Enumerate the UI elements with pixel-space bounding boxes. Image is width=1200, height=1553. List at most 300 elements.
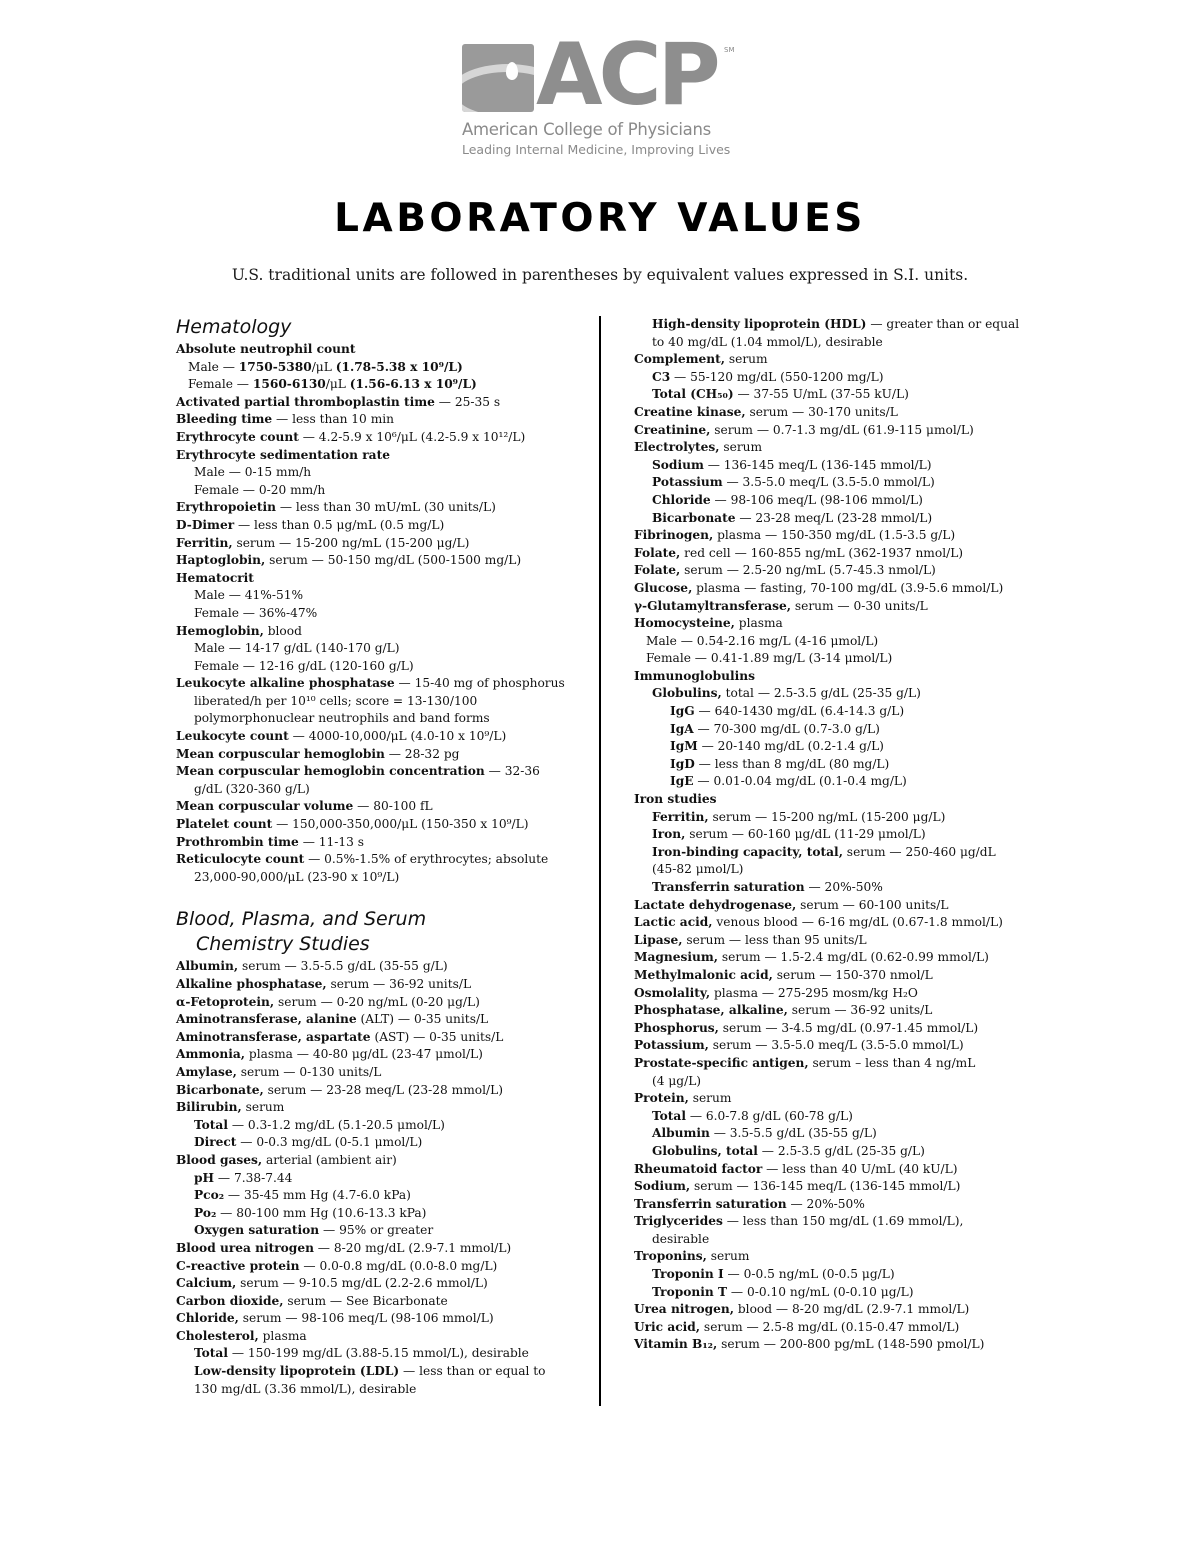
lab-test-name: Ferritin,: [176, 535, 233, 550]
lab-test-value: — less than 40 U/mL (40 kU/L): [762, 1161, 958, 1176]
lab-test-name: Immunoglobulins: [634, 668, 755, 683]
lab-test-value: — 55-120 mg/dL (550-1200 mg/L): [670, 369, 884, 384]
lab-value-line: [634, 351, 1054, 369]
logo-letters: ACP: [536, 25, 717, 125]
lab-test-value: serum — 0-130 units/L: [236, 1064, 382, 1079]
lab-test-name: C3: [652, 369, 671, 384]
lab-test-value: — less than 150 mg/dL (1.69 mmol/L),: [722, 1214, 964, 1229]
lab-test-value: — 95% or greater: [319, 1223, 434, 1238]
lab-test-value: plasma — fasting, 70-100 mg/dL (3.9-5.6 mmol/L): [692, 580, 1004, 595]
lab-value-line: [176, 1187, 591, 1205]
lab-test-value: Male — 41%-51%: [194, 588, 304, 603]
lab-test-name: Reticulocyte count: [176, 852, 305, 867]
lab-test-name: Potassium,: [634, 1038, 709, 1053]
lab-value-line: [634, 668, 1054, 686]
lab-test-value: polymorphonuclear neutrophils and band forms: [194, 711, 490, 726]
lab-value-line: [176, 1240, 591, 1258]
lab-value-line: [176, 1293, 591, 1311]
lab-test-value: serum – less than 4 ng/mL: [808, 1055, 976, 1070]
lab-test-name: Vitamin B₁₂,: [634, 1337, 718, 1352]
lab-test-name: Amylase,: [176, 1064, 237, 1079]
lab-test-name: Chloride,: [176, 1311, 239, 1326]
lab-test-name: D-Dimer: [176, 517, 235, 532]
lab-test-value: serum: [688, 1091, 732, 1106]
lab-value-line: [176, 1345, 591, 1363]
lab-value-line: [176, 834, 591, 852]
lab-value-line: [634, 422, 1054, 440]
lab-test-value: plasma — 150-350 mg/dL (1.5-3.5 g/L): [713, 528, 956, 543]
lab-value-line: [176, 1029, 591, 1047]
lab-value-line: [176, 798, 591, 816]
lab-test-name: Lactic acid,: [634, 915, 713, 930]
lab-value-line: [634, 545, 1054, 563]
lab-test-name: γ-Glutamyltransferase,: [634, 598, 791, 613]
lab-value-line: [634, 1266, 1054, 1284]
lab-value-line: [634, 562, 1054, 580]
lab-value-line: [634, 439, 1054, 457]
lab-value-line: [176, 1275, 591, 1293]
lab-test-value: plasma: [258, 1328, 307, 1343]
lab-test-name: C-reactive protein: [176, 1258, 300, 1273]
lab-test-value: serum — 15-200 ng/mL (15-200 μg/L): [232, 535, 470, 550]
lab-test-name: Globulins,: [652, 686, 722, 701]
lab-value-line: [634, 1125, 1054, 1143]
lab-test-name: Phosphatase, alkaline,: [634, 1003, 788, 1018]
lab-test-value: serum — 150-370 nmol/L: [772, 967, 933, 982]
lab-test-name: Rheumatoid factor: [634, 1161, 763, 1176]
lab-value-line: [176, 1328, 591, 1346]
lab-test-name: Urea nitrogen,: [634, 1302, 734, 1317]
lab-value-line: [634, 738, 1054, 756]
lab-value-line: [634, 527, 1054, 545]
lab-test-value: — 80-100 mm Hg (10.6-13.3 kPa): [216, 1205, 427, 1220]
lab-value-line: [634, 967, 1054, 985]
lab-value-line: [634, 1336, 1054, 1354]
lab-value-line: [634, 1073, 1054, 1091]
lab-test-name: IgG: [670, 704, 695, 719]
lab-test-value: serum: [241, 1100, 285, 1115]
lab-test-value: — 4.2-5.9 x 10⁶/μL (4.2-5.9 x 10¹²/L): [298, 429, 526, 444]
lab-test-name: Iron,: [652, 827, 686, 842]
lab-test-name: α-Fetoprotein,: [176, 994, 275, 1009]
service-mark: SM: [724, 46, 735, 54]
lab-test-name: Haptoglobin,: [176, 553, 266, 568]
lab-value-line: [634, 826, 1054, 844]
lab-test-value: (45-82 μmol/L): [652, 862, 744, 877]
lab-test-name: IgE: [670, 774, 694, 789]
lab-test-name: Blood gases,: [176, 1152, 263, 1167]
lab-value-line: [176, 359, 591, 377]
acp-emblem-icon: [462, 44, 534, 112]
lab-test-name: Calcium,: [176, 1276, 237, 1291]
lab-test-value: serum — 9-10.5 mg/dL (2.2-2.6 mmol/L): [236, 1276, 488, 1291]
lab-value-line: [176, 517, 591, 535]
lab-value-line: [176, 447, 591, 465]
lab-value-line: [176, 640, 591, 658]
lab-value-line: [176, 482, 591, 500]
lab-test-name: Platelet count: [176, 817, 273, 832]
lab-test-value: — greater than or equal: [866, 317, 1020, 331]
lab-test-name: Sodium: [652, 457, 704, 472]
lab-test-value: g/dL (320-360 g/L): [194, 781, 310, 796]
lab-value-line: [634, 703, 1054, 721]
lab-test-value: blood: [263, 623, 302, 638]
lab-test-value: serum: [725, 352, 768, 367]
lab-test-value: — 150-199 mg/dL (3.88-5.15 mmol/L), desirable: [227, 1346, 529, 1361]
lab-value-line: [176, 587, 591, 605]
lab-test-value: — 35-45 mm Hg (4.7-6.0 kPa): [224, 1188, 411, 1203]
lab-value-line: [634, 1002, 1054, 1020]
lab-value-line: [176, 1046, 591, 1064]
lab-test-value: Female — 12-16 g/dL (120-160 g/L): [194, 658, 414, 673]
lab-value-line: [634, 1161, 1054, 1179]
lab-test-value: serum — 98-106 meq/L (98-106 mmol/L): [238, 1311, 494, 1326]
lab-test-value: serum — 2.5-20 ng/mL (5.7-45.3 nmol/L): [680, 563, 936, 578]
lab-test-name: Pco₂: [194, 1188, 225, 1203]
lab-value-line: [634, 985, 1054, 1003]
lab-test-value: — 0.01-0.04 mg/dL (0.1-0.4 mg/L): [693, 774, 907, 789]
lab-value-line: [176, 851, 591, 869]
lab-test-value: serum — 0-30 units/L: [790, 598, 928, 613]
lab-value-line: [634, 1090, 1054, 1108]
lab-value-line: [634, 474, 1054, 492]
lab-test-name: Triglycerides: [634, 1214, 723, 1229]
lab-value-line: [634, 457, 1054, 475]
lab-value-line: [634, 1213, 1054, 1231]
lab-test-value: serum — 136-145 meq/L (136-145 mmol/L): [690, 1179, 961, 1194]
lab-value-line: [634, 721, 1054, 739]
lab-test-name: Leukocyte alkaline phosphatase: [176, 676, 395, 691]
lab-test-name: 1750-5380: [238, 359, 312, 374]
lab-value-line: [634, 1301, 1054, 1319]
lab-value-line: [176, 1310, 591, 1328]
lab-value-line: [176, 1222, 591, 1240]
lab-test-name: Lipase,: [634, 932, 683, 947]
lab-value-line: [634, 914, 1054, 932]
organization-name: American College of Physicians: [462, 120, 711, 139]
lab-value-line: [176, 675, 591, 693]
lab-test-value: — 0-0.10 ng/mL (0-0.10 μg/L): [727, 1284, 914, 1299]
lab-test-value: serum — 36-92 units/L: [787, 1003, 933, 1018]
chemistry-list-continued: [634, 316, 1054, 1354]
lab-test-name: Ferritin,: [652, 809, 709, 824]
lab-value-line: [634, 844, 1054, 862]
lab-value-line: [176, 1082, 591, 1100]
lab-value-line: [176, 376, 591, 394]
lab-value-line: [176, 728, 591, 746]
lab-test-name: Erythrocyte sedimentation rate: [176, 447, 390, 462]
lab-test-value: — 0.0-0.8 mg/dL (0.0-8.0 mg/L): [299, 1258, 498, 1273]
lab-test-value: Female —: [188, 377, 253, 392]
hematology-list: [176, 341, 591, 886]
lab-value-line: [176, 1117, 591, 1135]
lab-value-line: [176, 411, 591, 429]
lab-test-name: Chloride: [652, 492, 711, 507]
lab-test-value: — 11-13 s: [298, 834, 365, 849]
lab-value-line: [634, 1037, 1054, 1055]
lab-value-line: [634, 861, 1054, 879]
lab-test-name: Blood urea nitrogen: [176, 1240, 314, 1255]
lab-test-name: Bleeding time: [176, 412, 273, 427]
lab-test-name: 1560-6130: [252, 377, 326, 392]
lab-value-line: [176, 535, 591, 553]
lab-test-name: Fibrinogen,: [634, 528, 714, 543]
lab-value-line: [176, 1064, 591, 1082]
lab-test-value: — 98-106 meq/L (98-106 mmol/L): [710, 492, 923, 507]
lab-value-line: [176, 1099, 591, 1117]
lab-test-name: Ammonia,: [176, 1047, 246, 1062]
lab-test-value: — 20%-50%: [786, 1196, 865, 1211]
lab-test-name: High-density lipoprotein (HDL): [652, 317, 867, 331]
lab-test-name: Troponin T: [652, 1284, 728, 1299]
lab-test-value: — 2.5-3.5 g/dL (25-35 g/L): [757, 1143, 925, 1158]
lab-test-value: serum — 15-200 ng/mL (15-200 μg/L): [708, 809, 946, 824]
lab-test-value: — less than 8 mg/dL (80 mg/L): [694, 756, 890, 771]
lab-test-name: Low-density lipoprotein (LDL): [194, 1364, 400, 1379]
lab-value-line: [176, 958, 591, 976]
lab-value-line: [634, 1196, 1054, 1214]
lab-test-name: Electrolytes,: [634, 440, 720, 455]
lab-value-line: [634, 492, 1054, 510]
lab-test-name: Uric acid,: [634, 1319, 701, 1334]
lab-test-value: serum — 200-800 pg/mL (148-590 pmol/L): [717, 1337, 985, 1352]
lab-test-value: (ALT) — 0-35 units/L: [356, 1012, 489, 1027]
lab-value-line: [176, 1258, 591, 1276]
lab-test-name: Iron-binding capacity, total,: [652, 844, 843, 859]
lab-value-line: [634, 1284, 1054, 1302]
lab-test-value: red cell — 160-855 ng/mL (362-1937 nmol/L): [680, 545, 964, 560]
lab-test-name: Erythrocyte count: [176, 429, 299, 444]
lab-value-line: [634, 1055, 1054, 1073]
lab-test-value: — 0-0.5 ng/mL (0-0.5 μg/L): [723, 1267, 895, 1282]
lab-test-name: Magnesium,: [634, 950, 719, 965]
lab-test-value: plasma: [734, 616, 783, 631]
page-subtitle: U.S. traditional units are followed in parentheses by equivalent values expressed in S.I. units.: [231, 266, 969, 284]
lab-value-line: [176, 781, 591, 799]
lab-test-name: (1.78-5.38 x 10⁹/L): [335, 359, 463, 374]
lab-test-value: to 40 mg/dL (1.04 mmol/L), desirable: [652, 334, 883, 349]
lab-test-value: /μL: [325, 377, 350, 392]
lab-test-name: IgM: [670, 739, 698, 754]
lab-value-line: [634, 598, 1054, 616]
lab-value-line: [176, 710, 591, 728]
lab-test-value: — 80-100 fL: [353, 799, 433, 814]
lab-value-line: [634, 633, 1054, 651]
lab-test-value: arterial (ambient air): [262, 1152, 397, 1167]
section-heading-chemistry-cont: Chemistry Studies: [196, 933, 370, 956]
lab-test-value: serum — 3-4.5 mg/dL (0.97-1.45 mmol/L): [718, 1020, 979, 1035]
lab-test-value: — 32-36: [484, 764, 540, 779]
lab-test-value: plasma — 40-80 μg/dL (23-47 μmol/L): [245, 1047, 483, 1062]
lab-test-name: Mean corpuscular volume: [176, 799, 354, 814]
lab-test-name: Creatine kinase,: [634, 404, 746, 419]
lab-value-line: [634, 386, 1054, 404]
lab-test-name: Methylmalonic acid,: [634, 967, 773, 982]
lab-test-name: Total: [652, 1108, 686, 1123]
lab-test-value: — 150,000-350,000/μL (150-350 x 10⁹/L): [272, 817, 529, 832]
lab-test-name: Sodium,: [634, 1179, 691, 1194]
lab-value-line: [634, 615, 1054, 633]
lab-test-value: — 23-28 meq/L (23-28 mmol/L): [735, 510, 933, 525]
lab-test-value: 130 mg/dL (3.36 mmol/L), desirable: [194, 1381, 417, 1396]
lab-test-name: Albumin: [652, 1126, 710, 1141]
chemistry-list: [176, 958, 591, 1398]
lab-test-value: — less than 10 min: [272, 412, 394, 427]
lab-value-line: [176, 1170, 591, 1188]
lab-value-line: [176, 623, 591, 641]
lab-value-line: [176, 1134, 591, 1152]
lab-value-line: [634, 316, 1054, 334]
column-divider: [599, 316, 601, 1406]
lab-value-line: [176, 658, 591, 676]
lab-value-line: [176, 499, 591, 517]
lab-value-line: [634, 1178, 1054, 1196]
lab-test-value: — 15-40 mg of phosphorus: [394, 676, 565, 691]
lab-test-value: — 6.0-7.8 g/dL (60-78 g/L): [685, 1108, 853, 1123]
lab-test-value: — 0.3-1.2 mg/dL (5.1-20.5 μmol/L): [227, 1117, 445, 1132]
lab-test-value: — 4000-10,000/μL (4.0-10 x 10⁹/L): [288, 729, 507, 744]
lab-value-line: [176, 994, 591, 1012]
lab-value-line: [176, 763, 591, 781]
lab-test-value: (4 μg/L): [652, 1073, 702, 1088]
lab-value-line: [176, 552, 591, 570]
lab-test-name: Hematocrit: [176, 570, 254, 585]
lab-test-value: — 0-0.3 mg/dL (0-5.1 μmol/L): [236, 1135, 423, 1150]
lab-value-line: [634, 369, 1054, 387]
lab-test-value: serum — 23-28 meq/L (23-28 mmol/L): [263, 1082, 503, 1097]
lab-test-name: Transferrin saturation: [634, 1196, 787, 1211]
lab-test-value: — 20-140 mg/dL (0.2-1.4 g/L): [697, 739, 884, 754]
lab-test-value: — less than or equal to: [399, 1364, 546, 1379]
lab-value-line: [176, 1152, 591, 1170]
lab-value-line: [176, 1363, 591, 1381]
lab-test-value: — 640-1430 mg/dL (6.4-14.3 g/L): [694, 704, 905, 719]
lab-value-line: [634, 932, 1054, 950]
lab-test-name: Iron studies: [634, 792, 717, 807]
lab-value-line: [176, 605, 591, 623]
lab-test-name: Complement,: [634, 352, 726, 367]
lab-test-name: Bicarbonate: [652, 510, 736, 525]
lab-test-name: Hemoglobin,: [176, 623, 264, 638]
lab-test-name: Creatinine,: [634, 422, 711, 437]
lab-test-name: Carbon dioxide,: [176, 1293, 284, 1308]
lab-test-name: (1.56-6.13 x 10⁹/L): [349, 377, 477, 392]
lab-test-value: serum — 1.5-2.4 mg/dL (0.62-0.99 mmol/L): [718, 950, 989, 965]
acp-logo: [462, 25, 762, 160]
lab-test-value: 23,000-90,000/μL (23-90 x 10⁹/L): [194, 869, 400, 884]
lab-value-line: [634, 773, 1054, 791]
lab-test-name: Protein,: [634, 1091, 689, 1106]
lab-test-value: (AST) — 0-35 units/L: [370, 1029, 504, 1044]
lab-value-line: [634, 791, 1054, 809]
lab-test-value: — 28-32 pg: [384, 746, 460, 761]
lab-value-line: [634, 897, 1054, 915]
lab-test-value: Female — 0-20 mm/h: [194, 482, 326, 497]
lab-test-value: liberated/h per 10¹⁰ cells; score = 13-130/100: [194, 693, 478, 708]
lab-value-line: [176, 1011, 591, 1029]
lab-value-line: [176, 1205, 591, 1223]
lab-test-name: Mean corpuscular hemoglobin concentration: [176, 764, 485, 779]
lab-test-name: pH: [194, 1170, 215, 1185]
lab-test-name: Oxygen saturation: [194, 1223, 320, 1238]
lab-test-value: serum — 50-150 mg/dL (500-1500 mg/L): [265, 553, 522, 568]
lab-value-line: [176, 570, 591, 588]
lab-test-name: Aminotransferase, alanine: [176, 1012, 357, 1027]
lab-test-value: serum — 60-100 units/L: [796, 897, 949, 912]
lab-test-value: serum — 0.7-1.3 mg/dL (61.9-115 μmol/L): [710, 422, 974, 437]
lab-test-value: plasma — 275-295 mosm/kg H₂O: [710, 985, 918, 1000]
lab-test-name: Activated partial thromboplastin time: [176, 394, 435, 409]
lab-value-line: [634, 756, 1054, 774]
lab-test-value: — 3.5-5.0 meq/L (3.5-5.0 mmol/L): [722, 475, 935, 490]
lab-test-value: — 70-300 mg/dL (0.7-3.0 g/L): [693, 721, 880, 736]
right-column: [634, 316, 1054, 1354]
lab-value-line: [634, 1231, 1054, 1249]
lab-value-line: [176, 746, 591, 764]
lab-test-name: Aminotransferase, aspartate: [176, 1029, 371, 1044]
organization-tagline: Leading Internal Medicine, Improving Lives: [462, 142, 731, 157]
lab-value-line: [176, 429, 591, 447]
lab-test-value: blood — 8-20 mg/dL (2.9-7.1 mmol/L): [734, 1302, 970, 1317]
lab-test-value: serum — 3.5-5.5 g/dL (35-55 g/L): [238, 959, 448, 974]
lab-test-name: Potassium: [652, 475, 723, 490]
lab-value-line: [176, 464, 591, 482]
lab-test-value: serum — 250-460 μg/dL: [842, 844, 996, 859]
left-column: [176, 316, 591, 1398]
lab-test-value: serum: [706, 1249, 750, 1264]
lab-test-value: — 3.5-5.5 g/dL (35-55 g/L): [709, 1126, 877, 1141]
lab-value-line: [176, 976, 591, 994]
lab-value-line: [634, 1108, 1054, 1126]
lab-test-name: Glucose,: [634, 580, 693, 595]
lab-value-line: [634, 1319, 1054, 1337]
lab-test-value: serum — 30-170 units/L: [745, 404, 898, 419]
lab-test-name: Mean corpuscular hemoglobin: [176, 746, 385, 761]
page-title: LABORATORY VALUES: [334, 196, 866, 241]
lab-value-line: [634, 949, 1054, 967]
lab-test-name: Transferrin saturation: [652, 880, 805, 894]
lab-test-value: — 25-35 s: [434, 394, 501, 409]
lab-test-name: Lactate dehydrogenase,: [634, 897, 797, 912]
lab-value-line: [176, 341, 591, 359]
lab-test-name: Prothrombin time: [176, 834, 299, 849]
lab-test-value: Female — 0.41-1.89 mg/L (3-14 μmol/L): [646, 651, 893, 666]
lab-test-name: Cholesterol,: [176, 1328, 259, 1343]
lab-test-value: serum — 36-92 units/L: [326, 977, 472, 991]
lab-test-value: serum: [719, 440, 763, 455]
lab-test-name: Globulins, total: [652, 1143, 758, 1158]
lab-test-name: Absolute neutrophil count: [176, 342, 356, 356]
lab-value-line: [634, 879, 1054, 897]
lab-test-name: Folate,: [634, 545, 681, 560]
lab-test-name: Erythropoietin: [176, 500, 276, 515]
lab-value-line: [176, 869, 591, 887]
lab-test-name: Folate,: [634, 563, 681, 578]
lab-test-name: Bilirubin,: [176, 1100, 242, 1115]
lab-test-name: Alkaline phosphatase,: [176, 977, 327, 991]
lab-test-value: — 7.38-7.44: [214, 1170, 293, 1185]
lab-test-value: serum — 3.5-5.0 meq/L (3.5-5.0 mmol/L): [708, 1038, 964, 1053]
lab-test-value: total — 2.5-3.5 g/dL (25-35 g/L): [721, 686, 921, 701]
lab-test-value: — 37-55 U/mL (37-55 kU/L): [733, 387, 909, 402]
lab-test-name: Total (CH₅₀): [652, 387, 734, 402]
lab-test-value: serum — 0-20 ng/mL (0-20 μg/L): [274, 994, 480, 1009]
lab-test-name: Po₂: [194, 1205, 217, 1220]
lab-value-line: [176, 816, 591, 834]
lab-test-name: Albumin,: [176, 959, 239, 974]
lab-test-name: Bicarbonate,: [176, 1082, 264, 1097]
lab-test-name: Phosphorus,: [634, 1020, 719, 1035]
